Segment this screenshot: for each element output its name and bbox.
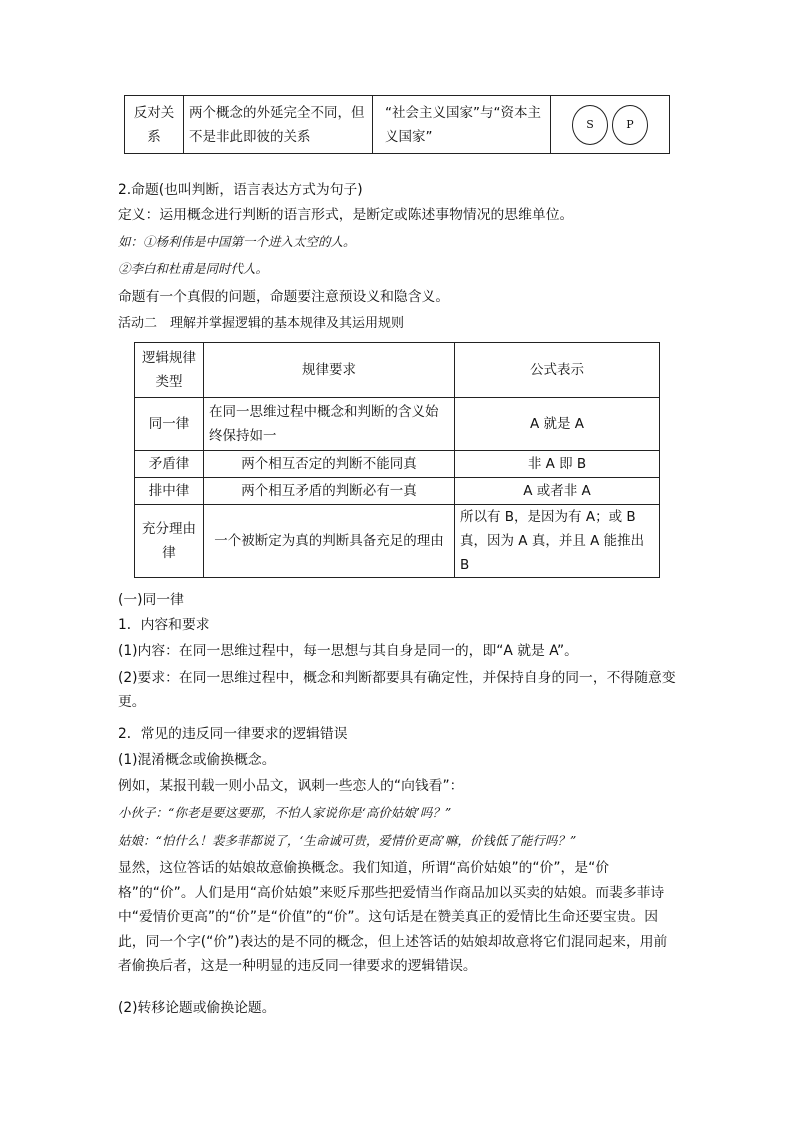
relation-type-cell: 反对关系 [125, 96, 184, 154]
table-header-row [135, 343, 660, 398]
law-requirement-cell: 两个相互矛盾的判断必有一真 [204, 478, 455, 505]
relation-example-cell: “社会主义国家”与“资本主义国家” [373, 96, 551, 154]
section-identity-law-title: (一)同一律 [118, 592, 184, 608]
logic-laws-table [134, 342, 660, 578]
circle-p: P [612, 105, 648, 145]
explanation-paragraph: 显然，这位答话的姑娘故意偷换概念。我们知道，所谓“高价姑娘”的“价”，是“价格”的“价”。人们是用“高价姑娘”来贬斥那些把爱情当作商品加以买卖的姑娘。而裴多菲诗中“爱情价更高”的“价”是“价值”的“价”。这句话是在赞美真正的爱情比生命还要宝贵。因此，同一个字(“价”)表达的是不同的概念，但上述答话的姑娘却故意将它们混同起来，用前者偷换后者，这是一种明显的违反同一律要求的逻辑错误。 [118, 860, 668, 974]
activity-two-heading: 活动二 理解并掌握逻辑的基本规律及其运用规则 [118, 316, 405, 331]
law-name-cell: 矛盾律 [135, 451, 204, 478]
law-formula-cell: 非 A 即 B [455, 451, 660, 478]
common-errors-heading: 2．常见的违反同一律要求的逻辑错误 [118, 726, 348, 742]
relation-diagram-cell [551, 96, 670, 154]
note-text: 命题有一个真假的问题，命题要注意预设义和隐含义。 [118, 289, 450, 305]
definition-text: 定义：运用概念进行判断的语言形式，是断定或陈述事物情况的思维单位。 [118, 207, 574, 223]
example-1: 如：①杨利伟是中国第一个进入太空的人。 [118, 234, 356, 249]
law-name-cell: 排中律 [135, 478, 204, 505]
dialog-girl: 姑娘：“怕什么！裴多菲都说了，‘生命诚可贵，爱情价更高’嘛，价钱低了能行吗？” [118, 833, 577, 848]
table-row [135, 398, 660, 451]
law-requirement-cell: 一个被断定为真的判断具备充足的理由 [204, 505, 455, 578]
relation-description-cell: 两个概念的外延完全不同，但不是非此即彼的关系 [184, 96, 373, 154]
content-requirement-heading: 1．内容和要求 [118, 617, 210, 633]
table-row [135, 505, 660, 578]
law-formula-cell: A 就是 A [455, 398, 660, 451]
law-formula-cell: A 或者非 A [455, 478, 660, 505]
law-requirement-cell: 在同一思维过程中概念和判断的含义始终保持如一 [204, 398, 455, 451]
dialog-young-man: 小伙子：“你老是要这要那，不怕人家说你是‘高价姑娘’吗？” [118, 805, 452, 820]
law-name-cell: 充分理由律 [135, 505, 204, 578]
example-intro: 例如，某报刊载一则小品文，讽刺一些恋人的“向钱看”： [118, 778, 464, 794]
example-2: ②李白和杜甫是同时代人。 [118, 261, 269, 276]
error-1-heading: (1)混淆概念或偷换概念。 [118, 752, 276, 768]
content-text: (1)内容：在同一思维过程中，每一思想与其自身是同一的，即“A 就是 A”。 [118, 643, 578, 659]
table-row [135, 451, 660, 478]
requirement-text: (2)要求：在同一思维过程中，概念和判断都要具有确定性，并保持自身的同一，不得随意变更。 [118, 670, 676, 710]
error-2-heading: (2)转移论题或偷换论题。 [118, 1000, 276, 1016]
section-proposition-title: 2.命题(也叫判断，语言表达方式为句子) [118, 182, 363, 198]
law-requirement-cell: 两个相互否定的判断不能同真 [204, 451, 455, 478]
header-cell: 逻辑规律类型 [135, 343, 204, 398]
header-cell: 公式表示 [455, 343, 660, 398]
table-row [135, 478, 660, 505]
header-cell: 规律要求 [204, 343, 455, 398]
law-formula-cell: 所以有 B，是因为有 A；或 B 真，因为 A 真，并且 A 能推出 B [455, 505, 660, 578]
circle-s: S [572, 105, 608, 145]
opposition-relation-table [124, 95, 670, 154]
law-name-cell: 同一律 [135, 398, 204, 451]
